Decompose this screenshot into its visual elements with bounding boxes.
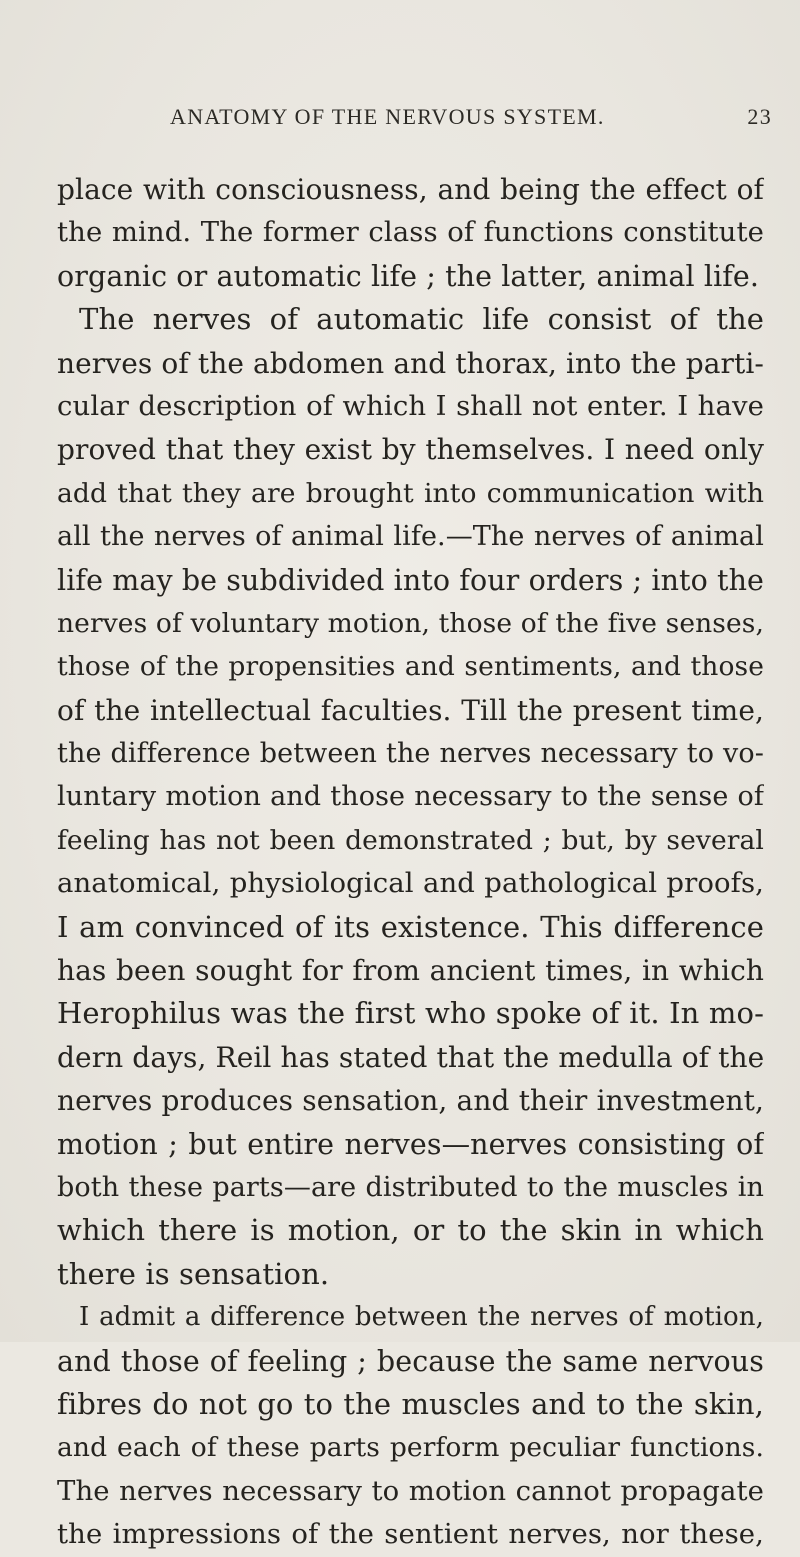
- text-line: the impressions of the sentient nerves, nor these,: [57, 1518, 764, 1551]
- text-line: which there is motion, or to the skin in which: [57, 1213, 764, 1248]
- text-line: dern days, Reil has stated that the medulla of the: [57, 1040, 764, 1074]
- text-line: fibres do not go to the muscles and to the skin,: [57, 1386, 764, 1421]
- page-number: 23: [747, 104, 772, 129]
- text-line: there is sensation.: [57, 1256, 330, 1291]
- text-line: and those of feeling ; because the same nervous: [57, 1344, 764, 1378]
- text-line: The nerves necessary to motion cannot propagate: [57, 1474, 764, 1507]
- text-line: those of the propensities and sentiments, and those: [57, 651, 764, 683]
- text-line: The nerves of automatic life consist of the: [79, 302, 764, 337]
- text-line: organic or automatic life ; the latter, animal life.: [57, 259, 760, 293]
- text-line: Herophilus was the first who spoke of it. In mo-: [57, 996, 764, 1031]
- text-line: nerves produces sensation, and their investment,: [57, 1084, 764, 1118]
- text-line: the mind. The former class of functions constitute: [57, 216, 764, 249]
- text-line: place with consciousness, and being the effect of: [57, 173, 764, 206]
- text-line: luntary motion and those necessary to the sense of: [57, 781, 764, 813]
- running-head-title: ANATOMY OF THE NERVOUS SYSTEM.: [170, 104, 605, 129]
- text-line: cular description of which I shall not enter. I have: [57, 389, 764, 422]
- text-line: proved that they exist by themselves. I need only: [57, 433, 764, 467]
- text-line: life may be subdivided into four orders ; into the: [57, 563, 764, 597]
- body-text: [57, 168, 764, 1557]
- text-line: add that they are brought into communication with: [57, 477, 764, 509]
- text-line: nerves of voluntary motion, those of the five senses,: [57, 607, 764, 639]
- text-line: feeling has not been demonstrated ; but, by several: [57, 824, 764, 856]
- text-line: anatomical, physiological and pathological proofs,: [57, 867, 764, 900]
- text-line: and each of these parts perform peculiar functions.: [57, 1432, 764, 1464]
- text-line: has been sought for from ancient times, in which: [57, 954, 764, 988]
- running-head: [112, 104, 788, 140]
- text-line: I am convinced of its existence. This difference: [57, 909, 764, 944]
- text-line: nerves of the abdomen and thorax, into the parti-: [57, 346, 764, 380]
- text-line: motion ; but entire nerves—nerves consisting of: [57, 1127, 764, 1161]
- text-line: the difference between the nerves necessary to vo-: [57, 738, 764, 770]
- text-line: I admit a difference between the nerves of motion,: [79, 1302, 764, 1333]
- text-line: of the intellectual faculties. Till the present time,: [57, 693, 764, 727]
- text-line: all the nerves of animal life.—The nerves of animal: [57, 521, 764, 553]
- text-line: both these parts—are distributed to the muscles in: [57, 1171, 764, 1203]
